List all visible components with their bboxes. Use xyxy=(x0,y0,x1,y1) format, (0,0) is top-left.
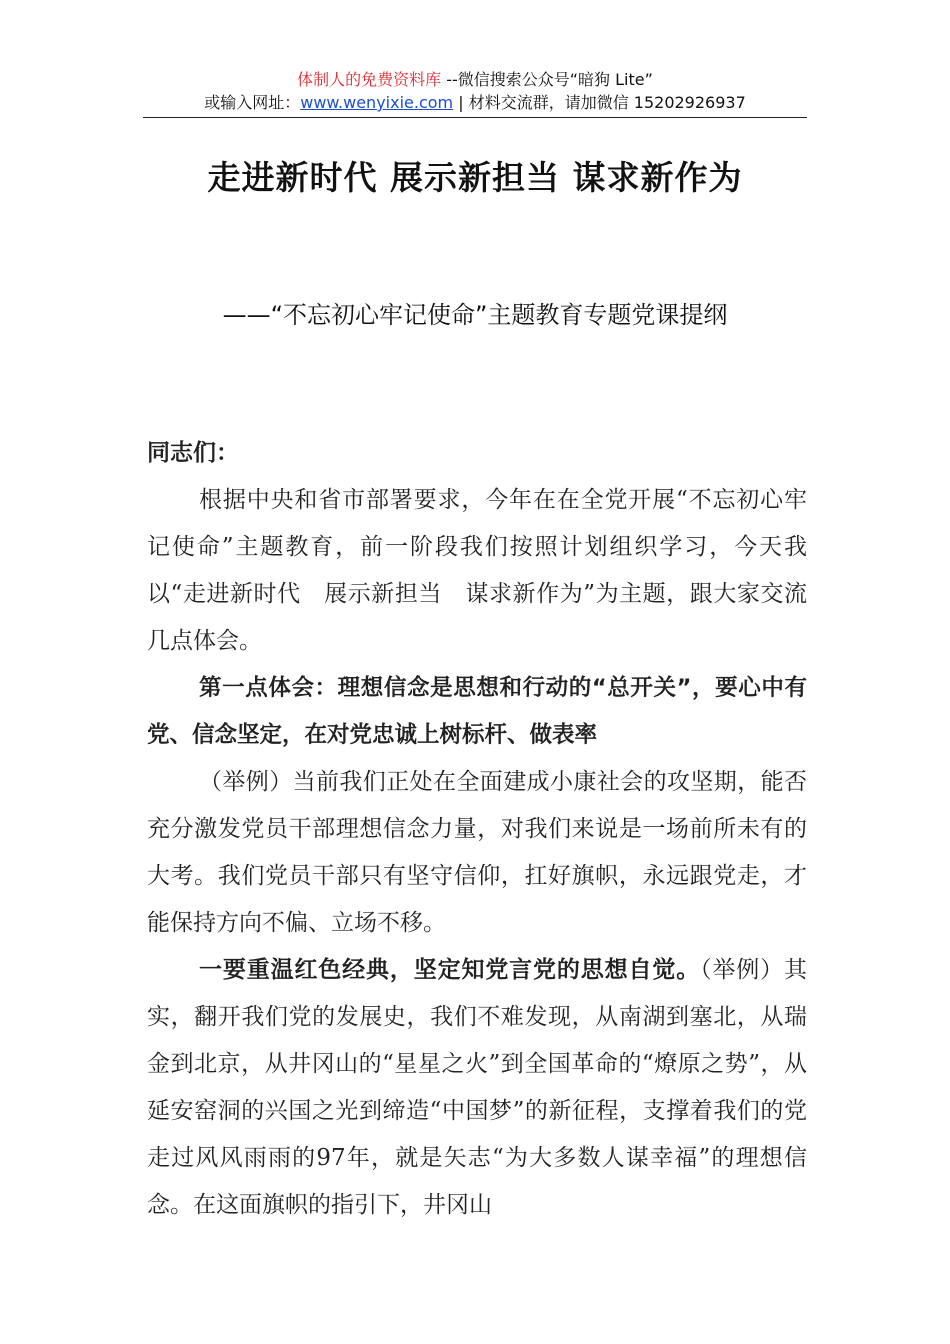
intro-paragraph: 根据中央和省市部署要求，今年在在全党开展“不忘初心牢记使命”主题教育，前一阶段我们按照计划组织学习，今天我以“走进新时代 展示新担当 谋求新作为”为主题，跟大家交流几点体会。 xyxy=(147,487,807,654)
header-contact: | 材料交流群，请加微信 15202926937 xyxy=(453,93,746,112)
header-line-2 xyxy=(143,91,807,114)
header-line-1 xyxy=(143,68,807,91)
header-url-link[interactable]: www.wenyixie.com xyxy=(300,93,454,112)
document-body xyxy=(147,430,807,1229)
header-url-label: 或输入网址： xyxy=(204,93,301,112)
point-one-paragraph: （举例）当前我们正处在全面建成小康社会的攻坚期，能否充分激发党员干部理想信念力量，对我们来说是一场前所未有的大考。我们党员干部只有坚守信仰，扛好旗帜，永远跟党走，才能保持方向不偏、立场不移。 xyxy=(147,769,807,936)
page-header xyxy=(143,68,807,114)
document-subtitle: ——“不忘初心牢记使命”主题教育专题党课提纲 xyxy=(222,301,728,329)
header-brand: 体制人的免费资料库 xyxy=(297,70,442,89)
document-title: 走进新时代 展示新担当 谋求新作为 xyxy=(207,158,743,197)
header-divider xyxy=(143,117,807,118)
header-wechat-note: --微信搜索公众号“暗狗 Lite” xyxy=(441,70,653,89)
point-one-heading: 第一点体会：理想信念是思想和行动的“总开关”，要心中有党、信念坚定，在对党忠诚上树标杆、做表率 xyxy=(147,675,807,748)
sub-point-one-paragraph xyxy=(147,947,807,1229)
sub-point-one-lead: 一要重温红色经典，坚定知党言党的思想自觉。 xyxy=(199,957,701,983)
sub-point-one-text: （举例）其实，翻开我们党的发展史，我们不难发现，从南湖到塞北，从瑞金到北京，从井冈山的“星星之火”到全国革命的“燎原之势”，从延安窑洞的兴国之光到缔造“中国梦”的新征程，支撑着我们的党走过风风雨雨的97年，就是矢志“为大多数人谋幸福”的理想信念。在这面旗帜的指引下，井冈山 xyxy=(147,957,808,1218)
salutation: 同志们： xyxy=(147,440,239,466)
